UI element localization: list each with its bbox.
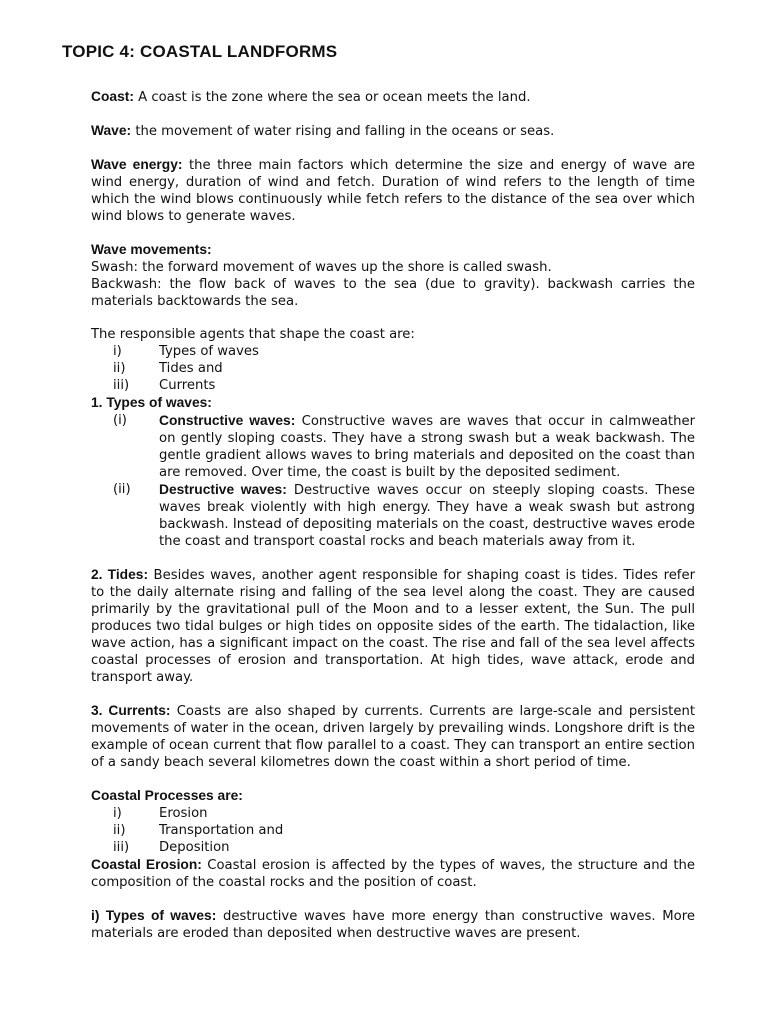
term-label: 3. Currents:: [91, 703, 171, 718]
page-title: TOPIC 4: COASTAL LANDFORMS: [62, 42, 338, 61]
term-label: Wave:: [91, 123, 132, 138]
list-item: ii) Transportation and: [113, 823, 284, 838]
definition-text: Constructive waves are waves that occur in calmweather on gently sloping coasts. They have a strong swash but a weak backwash. The gentle gradient allows waves to bring materials and deposited on the coast than are removed. Over time, the coast is built by the deposited sediment.: [159, 414, 695, 480]
definition-text: Destructive waves occur on steeply sloping coasts. These waves break violently with high energy. They have a weak swash but astrong backwash. Instead of depositing materials on the coast, destructive waves erode the coast and transport coastal rocks and beach materials away from it.: [159, 483, 695, 549]
types-of-waves-heading: 1. Types of waves:: [91, 395, 212, 410]
list-item: iii) Deposition: [113, 840, 230, 855]
term-label: Coast:: [91, 89, 134, 104]
term-label: Constructive waves:: [159, 413, 296, 428]
definition-text: Besides waves, another agent responsible for shaping coast is tides. Tides refer to the daily alternate rising and falling of the sea level along the coast. They are caused primarily by the gravitational pull of the Moon and to a lesser extent, the Sun. The pull produces two tidal bulges or high tides on opposite sides of the earth. The tidalaction, like wave action, has a significant impact on the coast. The rise and fall of the sea level affects coastal processes of erosion and transportation. At high tides, wave attack, erode and transport away.: [91, 568, 695, 685]
swash-text: Swash: the forward movement of waves up the shore is called swash.: [91, 260, 552, 275]
erosion-types-of-waves-paragraph: [91, 907, 695, 942]
definition-text: Coastal erosion is affected by the types of waves, the structure and the composition of the coastal rocks and the position of coast.: [91, 858, 695, 890]
processes-list: [91, 805, 695, 856]
backwash-text: Backwash: the flow back of waves to the sea (due to gravity). backwash carries the materials backtowards the sea.: [91, 277, 695, 309]
wave-movements-heading: Wave movements:: [91, 242, 212, 257]
definition-text: destructive waves have more energy than constructive waves. More materials are eroded than deposited when destructive waves are present.: [91, 909, 695, 941]
agents-intro: The responsible agents that shape the coast are:: [91, 327, 415, 342]
definition-text: the movement of water rising and falling in the oceans or seas.: [131, 124, 555, 139]
coastal-processes-heading: Coastal Processes are:: [91, 788, 243, 803]
tides-paragraph: [91, 566, 695, 686]
term-label: Coastal Erosion:: [91, 857, 202, 872]
document-body: [91, 88, 695, 942]
constructive-waves-item: [91, 412, 695, 481]
term-label: Wave energy:: [91, 157, 183, 172]
coast-definition: [91, 88, 695, 106]
definition-text: the three main factors which determine the size and energy of wave are wind energy, duration of wind and fetch. Duration of wind refers to the length of time which the wind blows continuously while fetch refers to the distance of the sea over which wind blows to generate waves.: [91, 158, 695, 224]
list-item: i) Erosion: [113, 806, 208, 821]
term-label: i) Types of waves:: [91, 908, 217, 923]
destructive-waves-item: [91, 481, 695, 550]
wave-definition: [91, 122, 695, 140]
list-item: iii) Currents: [113, 378, 216, 393]
list-item: ii) Tides and: [113, 361, 223, 376]
item-number: (i): [113, 413, 127, 428]
definition-text: Coasts are also shaped by currents. Currents are large-scale and persistent movements of water in the ocean, driven largely by prevailing winds. Longshore drift is the example of ocean current that flow parallel to a coast. They can transport an entire section of a sandy beach several kilometres down the coast within a short period of time.: [91, 704, 695, 770]
term-label: Destructive waves:: [159, 482, 287, 497]
definition-text: A coast is the zone where the sea or ocean meets the land.: [133, 90, 531, 105]
item-number: (ii): [113, 482, 131, 497]
coastal-erosion-paragraph: [91, 856, 695, 891]
list-item: i) Types of waves: [113, 344, 259, 359]
term-label: 2. Tides:: [91, 567, 149, 582]
wave-energy-paragraph: [91, 156, 695, 225]
agents-list: [91, 343, 695, 394]
currents-paragraph: [91, 702, 695, 771]
